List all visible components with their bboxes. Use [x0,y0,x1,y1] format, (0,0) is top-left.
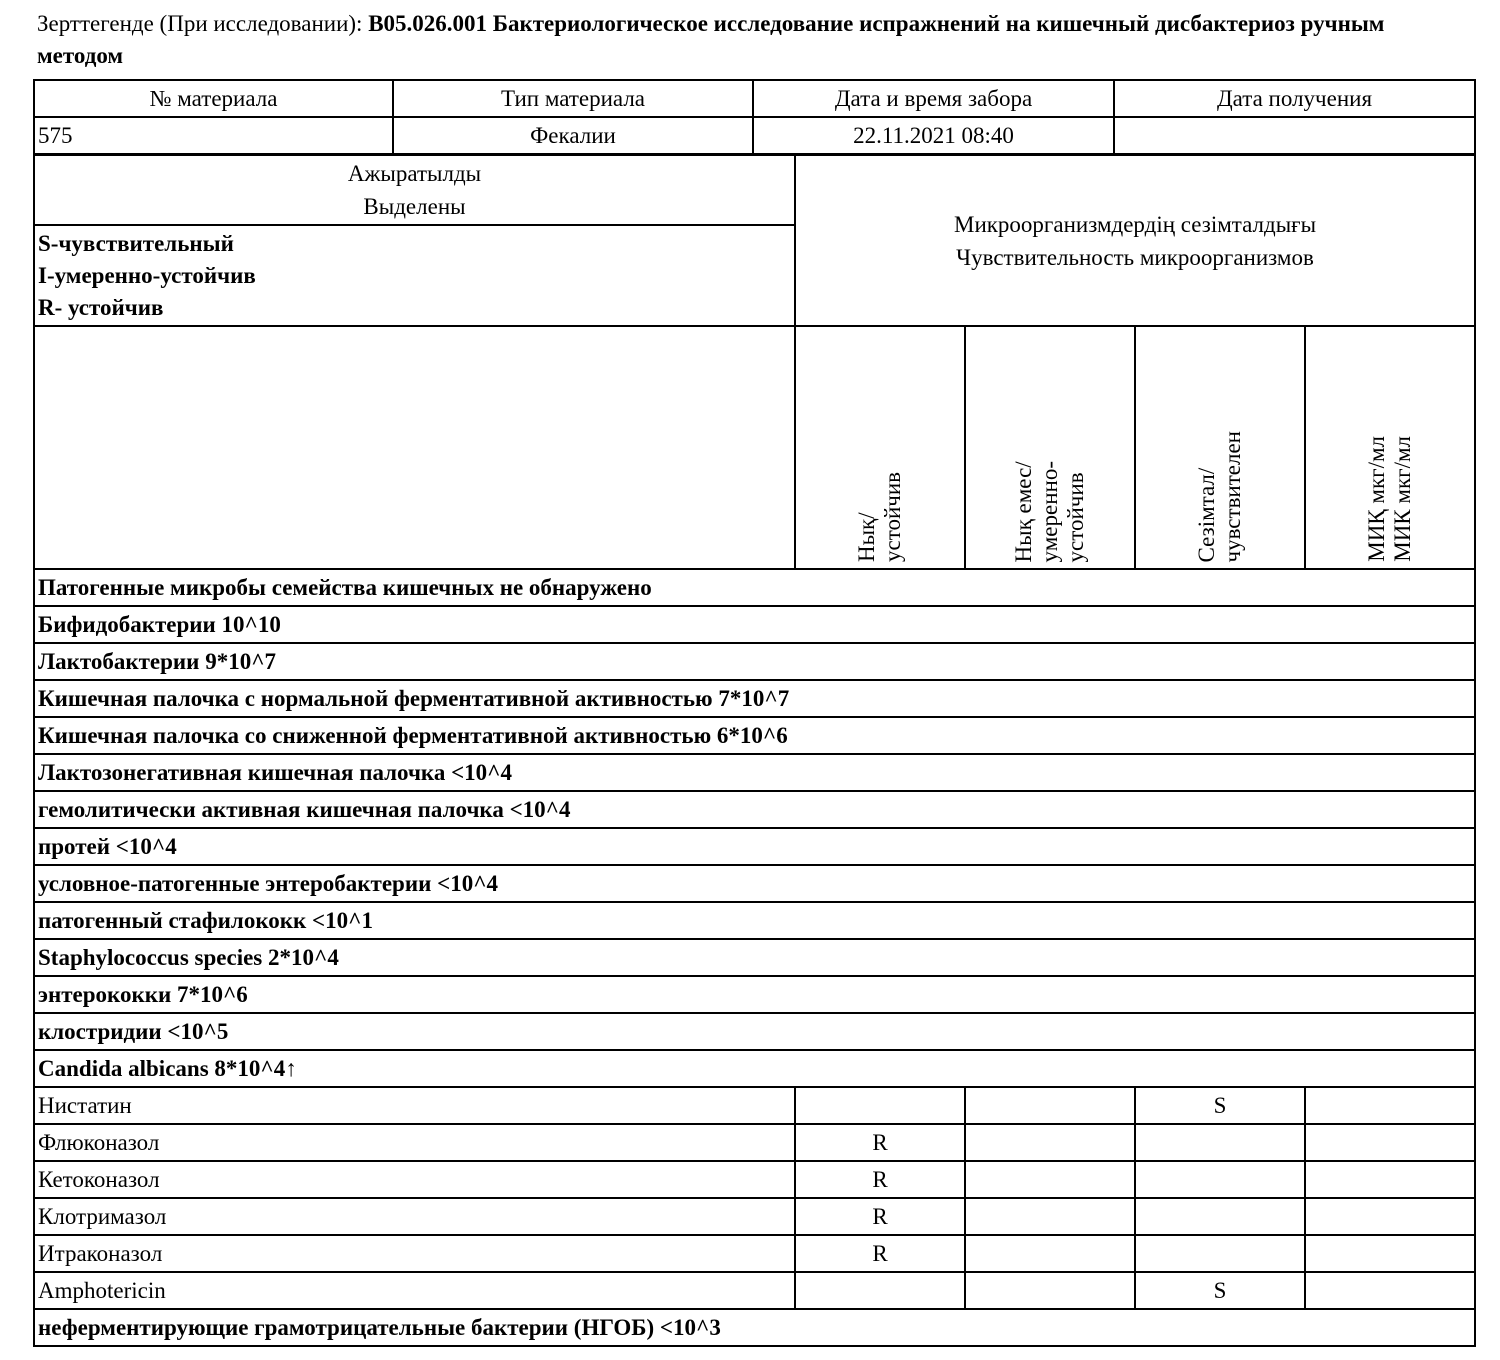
sensitive-value [1135,1235,1305,1272]
antifungal-row [34,1124,1475,1161]
finding-row [34,902,1475,939]
sensitivity-header [795,155,1475,326]
col-sensitive-label: Сезімтал/ чувствителен [1194,430,1245,562]
finding-text: энтерококки 7*10^6 [34,976,1475,1013]
finding-row [34,1013,1475,1050]
antifungal-row [34,1235,1475,1272]
finding-text: Бифидобактерии 10^10 [34,606,1475,643]
col-sensitive [1135,326,1305,569]
legend-cell [34,225,795,326]
header-material-type: Тип материала [393,80,753,117]
material-number: 575 [34,117,393,154]
antifungal-name: Флюконазол [34,1124,795,1161]
resistant-value: R [795,1124,965,1161]
sensitive-value: S [1135,1272,1305,1309]
mic-value [1305,1161,1475,1198]
isolated-cell [34,155,795,225]
finding-row [34,1309,1475,1346]
col-mic [1305,326,1475,569]
finding-row [34,606,1475,643]
mic-value [1305,1124,1475,1161]
blank-header-cell [34,326,795,569]
study-prefix: Зерттегенде (При исследовании): [37,11,369,36]
antifungal-name: Итраконазол [34,1235,795,1272]
sensitivity-ru: Чувствительность микроорганизмов [956,244,1314,270]
col-intermediate-label: Нық емес/ умеренно- устойчив [1011,460,1088,562]
material-type: Фекалии [393,117,753,154]
intermediate-value [965,1124,1135,1161]
received-date [1114,117,1475,154]
finding-text: протей <10^4 [34,828,1475,865]
col-resistant [795,326,965,569]
legend-s: S-чувствительный [38,230,234,256]
isolated-header-row [34,155,1475,225]
finding-text: Патогенные микробы семейства кишечных не обнаружено [34,569,1475,606]
finding-row [34,939,1475,976]
legend-i: I-умеренно-устойчив [38,262,256,288]
finding-row [34,680,1475,717]
finding-text: клостридии <10^5 [34,1013,1475,1050]
finding-text: условное-патогенные энтеробактерии <10^4 [34,865,1475,902]
header-received-date: Дата получения [1114,80,1475,117]
finding-text: Кишечная палочка со сниженной ферментативной активностью 6*10^6 [34,717,1475,754]
antifungal-row [34,1161,1475,1198]
isolated-kz: Ажыратылды [347,161,482,186]
resistant-value: R [795,1198,965,1235]
antifungal-row [34,1198,1475,1235]
col-intermediate [965,326,1135,569]
resistant-value [795,1272,965,1309]
sensitive-value [1135,1198,1305,1235]
antifungal-name: Нистатин [34,1087,795,1124]
sensitive-value [1135,1124,1305,1161]
finding-text: Candida albicans 8*10^4↑ [34,1050,1475,1087]
sensitive-value [1135,1161,1305,1198]
col-mic-label: МИҚ мкг/мл МИК мкг/мл [1364,436,1416,562]
sensitive-value: S [1135,1087,1305,1124]
finding-row [34,828,1475,865]
sensitivity-kz: Микроорганизмдердің сезімталдығы [954,211,1317,237]
material-table [33,79,1476,155]
intermediate-value [965,1272,1135,1309]
finding-row [34,717,1475,754]
finding-text: Staphylococcus species 2*10^4 [34,939,1475,976]
intermediate-value [965,1198,1135,1235]
study-header [37,8,1467,72]
finding-row [34,1050,1475,1087]
col-resistant-label: Нық/ устойчив [854,471,905,562]
finding-row [34,643,1475,680]
finding-row [34,976,1475,1013]
antifungal-name: Кетоконазол [34,1161,795,1198]
study-title: B05.026.001 Бактериологическое исследование испражнений на кишечный дисбактериоз ручным методом [37,11,1385,68]
collection-datetime: 22.11.2021 08:40 [753,117,1114,154]
finding-row [34,865,1475,902]
material-data-row [34,117,1475,154]
column-header-row [34,326,1475,569]
resistant-value: R [795,1161,965,1198]
material-header-row [34,80,1475,117]
resistant-value [795,1087,965,1124]
finding-text: Кишечная палочка с нормальной ферментативной активностью 7*10^7 [34,680,1475,717]
intermediate-value [965,1235,1135,1272]
intermediate-value [965,1087,1135,1124]
mic-value [1305,1087,1475,1124]
mic-value [1305,1198,1475,1235]
mic-value [1305,1235,1475,1272]
footer-finding-text: неферментирующие грамотрицательные бактерии (НГОБ) <10^3 [34,1309,1475,1346]
intermediate-value [965,1161,1135,1198]
results-table [33,154,1476,1347]
header-collection-datetime: Дата и время забора [753,80,1114,117]
antifungal-row [34,1272,1475,1309]
antifungal-name: Клотримазол [34,1198,795,1235]
mic-value [1305,1272,1475,1309]
finding-text: гемолитически активная кишечная палочка <10^4 [34,791,1475,828]
isolated-ru: Выделены [363,194,466,219]
resistant-value: R [795,1235,965,1272]
antifungal-name: Amphotericin [34,1272,795,1309]
finding-text: Лактобактерии 9*10^7 [34,643,1475,680]
finding-row [34,791,1475,828]
antifungal-row [34,1087,1475,1124]
finding-text: Лактозонегативная кишечная палочка <10^4 [34,754,1475,791]
header-material-number: № материала [34,80,393,117]
finding-row [34,569,1475,606]
finding-row [34,754,1475,791]
finding-text: патогенный стафилококк <10^1 [34,902,1475,939]
legend-r: R- устойчив [38,294,164,320]
